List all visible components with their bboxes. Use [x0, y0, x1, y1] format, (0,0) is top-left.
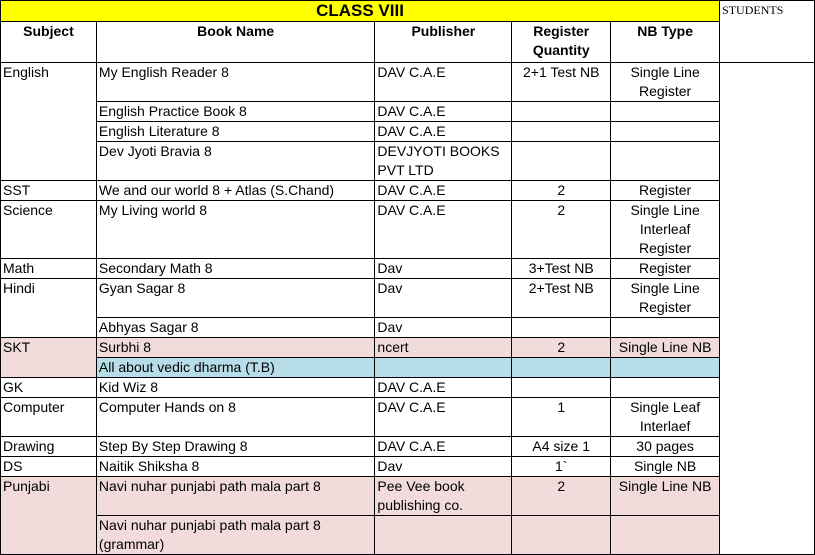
cell-book: Navi nuhar punjabi path mala part 8: [96, 477, 375, 516]
cell-publisher: DAV C.A.E: [375, 63, 512, 102]
header-book-name: Book Name: [96, 22, 375, 63]
table-row: [1, 318, 815, 338]
cell-quantity: 2: [512, 477, 611, 516]
header-nb-type: NB Type: [611, 22, 720, 63]
cell-nb-type: Register: [611, 181, 720, 201]
table-row: [1, 102, 815, 122]
cell-quantity: [512, 378, 611, 398]
cell-quantity: 3+Test NB: [512, 259, 611, 279]
cell-subject: GK: [1, 378, 97, 398]
cell-quantity: 2: [512, 338, 611, 358]
cell-quantity: 2+1 Test NB: [512, 63, 611, 102]
cell-quantity: [512, 122, 611, 142]
cell-nb-type: 30 pages: [611, 437, 720, 457]
cell-quantity: [512, 142, 611, 181]
cell-book: Step By Step Drawing 8: [96, 437, 375, 457]
table-row: [1, 477, 815, 516]
cell-nb-type: [611, 318, 720, 338]
cell-book: My Living world 8: [96, 201, 375, 259]
cell-nb-type: [611, 378, 720, 398]
table-row: [1, 457, 815, 477]
class-title: CLASS VIII: [1, 1, 720, 22]
cell-nb-type: [611, 516, 720, 555]
cell-book: My English Reader 8: [96, 63, 375, 102]
cell-subject: Hindi: [1, 279, 97, 338]
cell-book: Computer Hands on 8: [96, 398, 375, 437]
cell-nb-type: Single Line Register: [611, 279, 720, 318]
table-row: [1, 122, 815, 142]
cell-quantity: 1`: [512, 457, 611, 477]
cell-subject: Science: [1, 201, 97, 259]
cell-subject: Drawing: [1, 437, 97, 457]
cell-publisher: Dav: [375, 279, 512, 318]
cell-publisher: DAV C.A.E: [375, 437, 512, 457]
cell-publisher: DAV C.A.E: [375, 201, 512, 259]
cell-nb-type: Single Line Interleaf Register: [611, 201, 720, 259]
cell-publisher: DAV C.A.E: [375, 181, 512, 201]
cell-subject: Punjabi: [1, 477, 97, 555]
cell-book: All about vedic dharma (T.B): [96, 358, 375, 378]
cell-publisher: Dav: [375, 457, 512, 477]
cell-book: Kid Wiz 8: [96, 378, 375, 398]
table-row: [1, 201, 815, 259]
cell-book: English Literature 8: [96, 122, 375, 142]
cell-book: Naitik Shiksha 8: [96, 457, 375, 477]
cell-book: Gyan Sagar 8: [96, 279, 375, 318]
table-row: [1, 279, 815, 318]
cell-book: Abhyas Sagar 8: [96, 318, 375, 338]
cell-publisher: DEVJYOTI BOOKS PVT LTD: [375, 142, 512, 181]
cell-quantity: A4 size 1: [512, 437, 611, 457]
table-row: [1, 181, 815, 201]
cell-book: Secondary Math 8: [96, 259, 375, 279]
cell-subject: Math: [1, 259, 97, 279]
table-row: [1, 437, 815, 457]
table-row: [1, 338, 815, 358]
cell-publisher: DAV C.A.E: [375, 398, 512, 437]
header-row: [1, 22, 815, 63]
cell-nb-type: [611, 122, 720, 142]
cell-book: We and our world 8 + Atlas (S.Chand): [96, 181, 375, 201]
cell-subject: SST: [1, 181, 97, 201]
cell-nb-type: Single NB: [611, 457, 720, 477]
table-row: [1, 358, 815, 378]
cell-book: English Practice Book 8: [96, 102, 375, 122]
cell-subject: DS: [1, 457, 97, 477]
cell-book: Surbhi 8: [96, 338, 375, 358]
cell-quantity: [512, 516, 611, 555]
header-subject: Subject: [1, 22, 97, 63]
cell-nb-type: Register: [611, 259, 720, 279]
cell-nb-type: Single Line NB: [611, 477, 720, 516]
table-row: [1, 516, 815, 555]
cell-publisher: DAV C.A.E: [375, 122, 512, 142]
cell-nb-type: [611, 358, 720, 378]
cell-quantity: 2: [512, 181, 611, 201]
cell-quantity: 2: [512, 201, 611, 259]
cell-book: Dev Jyoti Bravia 8: [96, 142, 375, 181]
cell-publisher: ncert: [375, 338, 512, 358]
cell-publisher: DAV C.A.E: [375, 102, 512, 122]
cell-quantity: [512, 102, 611, 122]
cell-book: Navi nuhar punjabi path mala part 8 (grammar): [96, 516, 375, 555]
students-label: STUDENTS: [720, 1, 815, 63]
table-row: [1, 378, 815, 398]
students-column: [720, 63, 815, 555]
cell-publisher: DAV C.A.E: [375, 378, 512, 398]
cell-publisher: Dav: [375, 318, 512, 338]
header-register-quantity: Register Quantity: [512, 22, 611, 63]
table-row: [1, 142, 815, 181]
cell-quantity: [512, 318, 611, 338]
table-row: [1, 259, 815, 279]
cell-subject: Computer: [1, 398, 97, 437]
table-row: [1, 63, 815, 102]
cell-quantity: 1: [512, 398, 611, 437]
cell-subject: SKT: [1, 338, 97, 378]
cell-publisher: [375, 516, 512, 555]
cell-quantity: 2+Test NB: [512, 279, 611, 318]
cell-nb-type: [611, 102, 720, 122]
cell-quantity: [512, 358, 611, 378]
cell-nb-type: [611, 142, 720, 181]
cell-publisher: Dav: [375, 259, 512, 279]
cell-nb-type: Single Line Register: [611, 63, 720, 102]
header-publisher: Publisher: [375, 22, 512, 63]
cell-nb-type: Single Leaf Interlaef: [611, 398, 720, 437]
cell-publisher: Pee Vee book publishing co.: [375, 477, 512, 516]
cell-subject: English: [1, 63, 97, 181]
cell-publisher: [375, 358, 512, 378]
cell-nb-type: Single Line NB: [611, 338, 720, 358]
table-row: [1, 398, 815, 437]
